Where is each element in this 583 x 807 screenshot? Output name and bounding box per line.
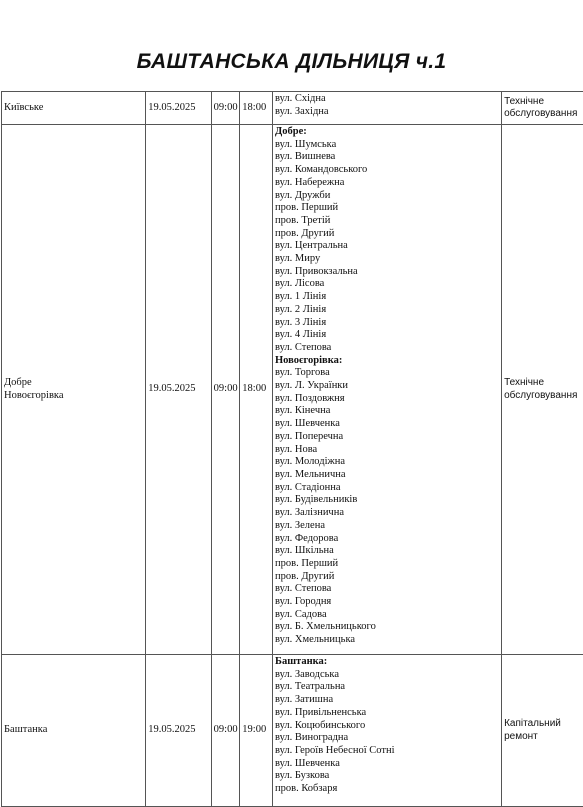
streets-cell — [273, 655, 502, 807]
street-item: вул. Виноградна — [275, 732, 501, 745]
street-item: вул. Нова — [275, 444, 501, 457]
street-item: вул. Бузкова — [275, 770, 501, 783]
street-item: вул. Театральна — [275, 681, 501, 694]
street-item: вул. Шевченка — [275, 418, 501, 431]
settlement-name: Новоєгорівка — [4, 390, 145, 403]
street-item: вул. Східна — [275, 93, 501, 106]
street-item: вул. Федорова — [275, 533, 501, 546]
settlement-name: Добре — [4, 377, 145, 390]
street-item: вул. Затишна — [275, 694, 501, 707]
street-item: вул. Молодіжна — [275, 456, 501, 469]
start-time-cell: 09:00 — [211, 92, 240, 125]
street-group-header: Баштанка: — [275, 656, 501, 669]
end-time-cell: 19:00 — [240, 655, 273, 807]
street-item: вул. Привільненська — [275, 707, 501, 720]
reason-cell: Капітальний ремонт — [502, 655, 583, 807]
street-item: вул. Миру — [275, 253, 501, 266]
street-item: вул. Героїв Небесної Сотні — [275, 745, 501, 758]
street-item: вул. Будівельників — [275, 494, 501, 507]
street-item: пров. Перший — [275, 202, 501, 215]
street-item: вул. Дружби — [275, 190, 501, 203]
street-item: вул. 4 Лінія — [275, 329, 501, 342]
street-item: вул. 1 Лінія — [275, 291, 501, 304]
street-item: вул. Степова — [275, 342, 501, 355]
reason-cell: Технічне обслуговування — [502, 125, 583, 655]
date-cell: 19.05.2025 — [146, 92, 211, 125]
street-group-header: Добре: — [275, 126, 501, 139]
street-item: вул. Стадіонна — [275, 482, 501, 495]
street-item: вул. Зелена — [275, 520, 501, 533]
street-item: пров. Перший — [275, 558, 501, 571]
table-row — [2, 125, 583, 655]
street-item: вул. Лісова — [275, 278, 501, 291]
street-item: вул. Городня — [275, 596, 501, 609]
street-list — [275, 367, 501, 646]
street-item: вул. 3 Лінія — [275, 317, 501, 330]
street-list — [275, 669, 501, 796]
street-item: вул. Мельнична — [275, 469, 501, 482]
date-cell: 19.05.2025 — [146, 125, 211, 655]
street-item: вул. Поздовжня — [275, 393, 501, 406]
street-item: пров. Третій — [275, 215, 501, 228]
end-time-cell: 18:00 — [240, 125, 273, 655]
street-item: вул. Шевченка — [275, 758, 501, 771]
street-item: вул. Заводська — [275, 669, 501, 682]
street-item: вул. Вишнева — [275, 151, 501, 164]
outage-schedule-table — [1, 91, 583, 807]
start-time-cell: 09:00 — [211, 655, 240, 807]
table-row — [2, 92, 583, 125]
street-item: вул. Набережна — [275, 177, 501, 190]
street-item: вул. Торгова — [275, 367, 501, 380]
street-group-header: Новоєгорівка: — [275, 355, 501, 368]
street-item: вул. Л. Українки — [275, 380, 501, 393]
street-item: вул. Привокзальна — [275, 266, 501, 279]
streets-cell — [273, 125, 502, 655]
street-item: вул. 2 Лінія — [275, 304, 501, 317]
street-item: пров. Кобзаря — [275, 783, 501, 796]
street-item: вул. Центральна — [275, 240, 501, 253]
settlement-cell — [2, 125, 146, 655]
street-item: вул. Залізнична — [275, 507, 501, 520]
street-item: вул. Степова — [275, 583, 501, 596]
street-item: пров. Другий — [275, 228, 501, 241]
street-item: вул. Б. Хмельницького — [275, 621, 501, 634]
page-title: БАШТАНСЬКА ДІЛЬНИЦЯ ч.1 — [0, 50, 583, 74]
settlement-cell: Київське — [2, 92, 146, 125]
start-time-cell: 09:00 — [211, 125, 240, 655]
street-item: вул. Хмельницька — [275, 634, 501, 647]
date-cell: 19.05.2025 — [146, 655, 211, 807]
reason-cell: Технічне обслуговування — [502, 92, 583, 125]
street-list — [275, 139, 501, 355]
street-item: вул. Західна — [275, 106, 501, 119]
street-item: пров. Другий — [275, 571, 501, 584]
street-item: вул. Коцюбинського — [275, 720, 501, 733]
street-item: вул. Шкільна — [275, 545, 501, 558]
settlement-cell: Баштанка — [2, 655, 146, 807]
end-time-cell: 18:00 — [240, 92, 273, 125]
street-item: вул. Садова — [275, 609, 501, 622]
street-item: вул. Командовського — [275, 164, 501, 177]
table-row — [2, 655, 583, 807]
streets-cell — [273, 92, 502, 125]
street-item: вул. Поперечна — [275, 431, 501, 444]
street-item: вул. Кінечна — [275, 405, 501, 418]
street-item: вул. Шумська — [275, 139, 501, 152]
